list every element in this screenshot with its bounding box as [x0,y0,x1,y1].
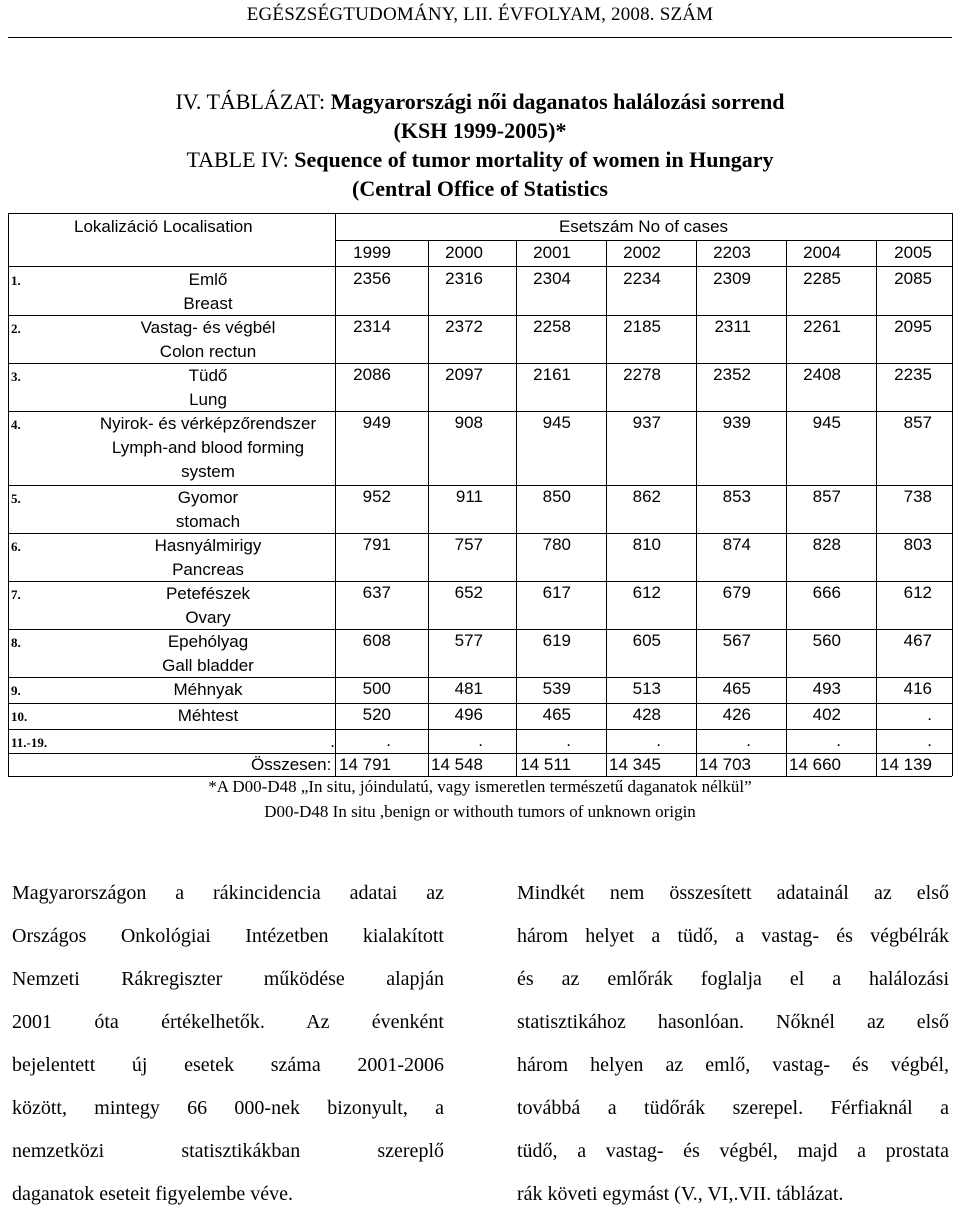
case-count: 857 [903,413,932,432]
body-text-line: daganatok eseteit figyelembe véve. [12,1183,293,1205]
total-value: 14 703 [699,755,751,774]
case-count: 2278 [623,365,661,384]
case-count: . [566,731,571,750]
case-count: 637 [362,583,391,602]
body-text-line: három helyet a tüdő, a vastag- és végbélrák [517,925,949,947]
localisation-name: Tüdő [188,366,228,385]
footnote-hu: *A D00-D48 „In situ, jóindulatú, vagy ismeretlen természetű daganatok nélkül” [208,777,752,796]
case-count: 757 [454,535,483,554]
body-text-line: nemzetközi statisztikákban szereplő [12,1140,444,1162]
case-count: 605 [632,631,661,650]
case-count: 791 [362,535,391,554]
case-count: 2314 [353,317,391,336]
case-count: 2316 [445,269,483,288]
case-count: 937 [632,413,661,432]
body-text-line: bejelentett új esetek száma 2001-2006 [12,1054,444,1076]
case-count: 780 [542,535,571,554]
body-text-line: rák követi egymást (V., VI,.VII. táblázat. [517,1183,844,1205]
table-title-en [0,146,960,174]
case-count: 500 [362,679,391,698]
case-count: 2086 [353,365,391,384]
case-count: 539 [542,679,571,698]
table-title-source-en-text: (Central Office of Statistics [352,176,608,201]
case-count: 567 [722,631,751,650]
table-title-en-text: Sequence of tumor mortality of women in Hungary [294,147,774,172]
table-title-source-en [0,175,960,203]
body-text-line: Nemzeti Rákregiszter működése alapján [12,968,444,990]
localisation-name: Nyirok- és vérképzőrendszer [99,414,317,433]
case-count: . [746,731,751,750]
rank-number: 6. [11,539,21,554]
localisation-name: stomach [175,512,241,531]
case-count: 679 [722,583,751,602]
body-text-line: tüdő, a vastag- és végbél, majd a prostata [517,1140,949,1162]
rank-number: 2. [11,321,21,336]
body-text-line: 2001 óta értékelhetők. Az évenként [12,1011,444,1033]
body-text-line: között, mintegy 66 000-nek bizonyult, a [12,1097,444,1119]
case-count: 2304 [533,269,571,288]
header-rule [8,37,952,38]
table-title-hu-text: Magyarországi női daganatos halálozási sorrend [330,89,785,114]
localisation-name: Epehólyag [167,632,249,651]
case-count: . [478,731,483,750]
case-count: 908 [454,413,483,432]
table-left-border [8,213,9,776]
case-count: 828 [812,535,841,554]
body-text-line: három helyen az emlő, vastag- és végbél, [517,1054,949,1076]
total-label: Összesen: [251,755,332,774]
case-count: 496 [454,705,483,724]
total-value: 14 548 [431,755,483,774]
total-value: 14 660 [789,755,841,774]
body-text-line: továbbá a tüdőrák szerepel. Férfiaknál a [517,1097,949,1119]
body-text-line: statisztikához hasonlóan. Nőknél az első [517,1011,949,1033]
case-count: 862 [632,487,661,506]
case-count: 945 [812,413,841,432]
localisation-name: Breast [183,294,233,313]
localisation-name: Méhnyak [173,680,243,699]
case-count: 416 [903,679,932,698]
table-title-source-text: (KSH 1999-2005)* [393,118,567,143]
case-count: 520 [362,705,391,724]
total-value: 14 791 [339,755,391,774]
localisation-header: Lokalizáció Localisation [74,217,253,236]
mortality-table [8,213,952,775]
case-count: . [836,731,841,750]
localisation-name: . [330,732,335,751]
case-count: 2261 [803,317,841,336]
body-text-line: Országos Onkológiai Intézetben kialakított [12,925,444,947]
body-text-line: Magyarországon a rákincidencia adatai az [12,882,444,904]
case-count: 2309 [713,269,751,288]
case-count: 2097 [445,365,483,384]
year-header: 2002 [623,243,661,262]
case-count: 428 [632,705,661,724]
case-count: 513 [632,679,661,698]
rank-number: 1. [11,273,21,288]
case-count: . [927,731,932,750]
total-value: 14 345 [609,755,661,774]
localisation-name: Ovary [185,608,231,627]
rank-number: 11.-19. [11,735,48,750]
case-count: 857 [812,487,841,506]
rank-number: 9. [11,683,21,698]
year-header: 2000 [445,243,483,262]
case-count: 617 [542,583,571,602]
case-count: 612 [632,583,661,602]
running-header: EGÉSZSÉGTUDOMÁNY, LII. ÉVFOLYAM, 2008. SZÁM [246,4,714,25]
case-count: . [927,705,932,724]
year-header: 2203 [713,243,751,262]
case-count: 619 [542,631,571,650]
table-label-hu: IV. TÁBLÁZAT: [175,89,331,114]
case-count: 850 [542,487,571,506]
case-count: 2095 [894,317,932,336]
table-label-en: TABLE IV: [186,147,295,172]
case-count: 2235 [894,365,932,384]
case-count: 803 [903,535,932,554]
case-count: 402 [812,705,841,724]
rank-number: 7. [11,587,21,602]
case-count: 465 [542,705,571,724]
case-count: 853 [722,487,751,506]
case-count: 2408 [803,365,841,384]
case-count: 577 [454,631,483,650]
case-count: 2285 [803,269,841,288]
case-count: 945 [542,413,571,432]
case-count: 426 [722,705,751,724]
table-column-rule [952,213,953,776]
localisation-name: Colon rectun [159,342,257,361]
rank-number: 5. [11,491,21,506]
case-count: 2185 [623,317,661,336]
localisation-name: Gall bladder [162,656,254,675]
case-count: 2356 [353,269,391,288]
table-title-hu [0,88,960,116]
case-count: 493 [812,679,841,698]
body-text-line: Mindkét nem összesített adatainál az első [517,882,949,904]
case-count: 2085 [894,269,932,288]
cases-header: Esetszám No of cases [558,217,729,236]
case-count: 2352 [713,365,751,384]
localisation-name: Vastag- és végbél [140,318,276,337]
case-count: 612 [903,583,932,602]
year-header: 2001 [533,243,571,262]
case-count: 481 [454,679,483,698]
localisation-name: Gyomor [177,488,239,507]
case-count: 608 [362,631,391,650]
case-count: 874 [722,535,751,554]
rank-number: 4. [11,417,21,432]
case-count: . [656,731,661,750]
localisation-name: Hasnyálmirigy [154,536,262,555]
case-count: 949 [362,413,391,432]
year-header: 2005 [894,243,932,262]
case-count: 2372 [445,317,483,336]
case-count: . [386,731,391,750]
total-value: 14 139 [880,755,932,774]
case-count: 2161 [533,365,571,384]
case-count: 810 [632,535,661,554]
case-count: 952 [362,487,391,506]
year-header: 2004 [803,243,841,262]
localisation-name: Lymph-and blood forming [111,438,305,457]
body-text-left-column [12,872,444,1216]
case-count: 2311 [714,317,751,336]
body-text-right-column [517,872,949,1216]
case-count: 939 [722,413,751,432]
footnote-en: D00-D48 In situ ,benign or withouth tumors of unknown origin [264,802,696,821]
localisation-name: Pancreas [172,560,244,579]
rank-number: 10. [11,709,28,724]
case-count: 467 [903,631,932,650]
rank-number: 3. [11,369,21,384]
table-rule [8,213,952,214]
case-count: 2234 [623,269,661,288]
table-rule [8,266,952,267]
case-count: 911 [455,487,483,506]
total-value: 14 511 [520,755,571,774]
table-title-source [0,117,960,145]
body-text-line: és az emlőrák foglalja el a halálozási [517,968,949,990]
case-count: 666 [812,583,841,602]
case-count: 2258 [533,317,571,336]
case-count: 738 [903,487,932,506]
rank-number: 8. [11,635,21,650]
localisation-name: system [181,462,235,481]
localisation-name: Méhtest [177,706,239,725]
case-count: 465 [722,679,751,698]
localisation-name: Emlő [188,270,228,289]
case-count: 652 [454,583,483,602]
localisation-name: Petefészek [165,584,251,603]
case-count: 560 [812,631,841,650]
localisation-name: Lung [189,390,227,409]
year-header: 1999 [353,243,391,262]
